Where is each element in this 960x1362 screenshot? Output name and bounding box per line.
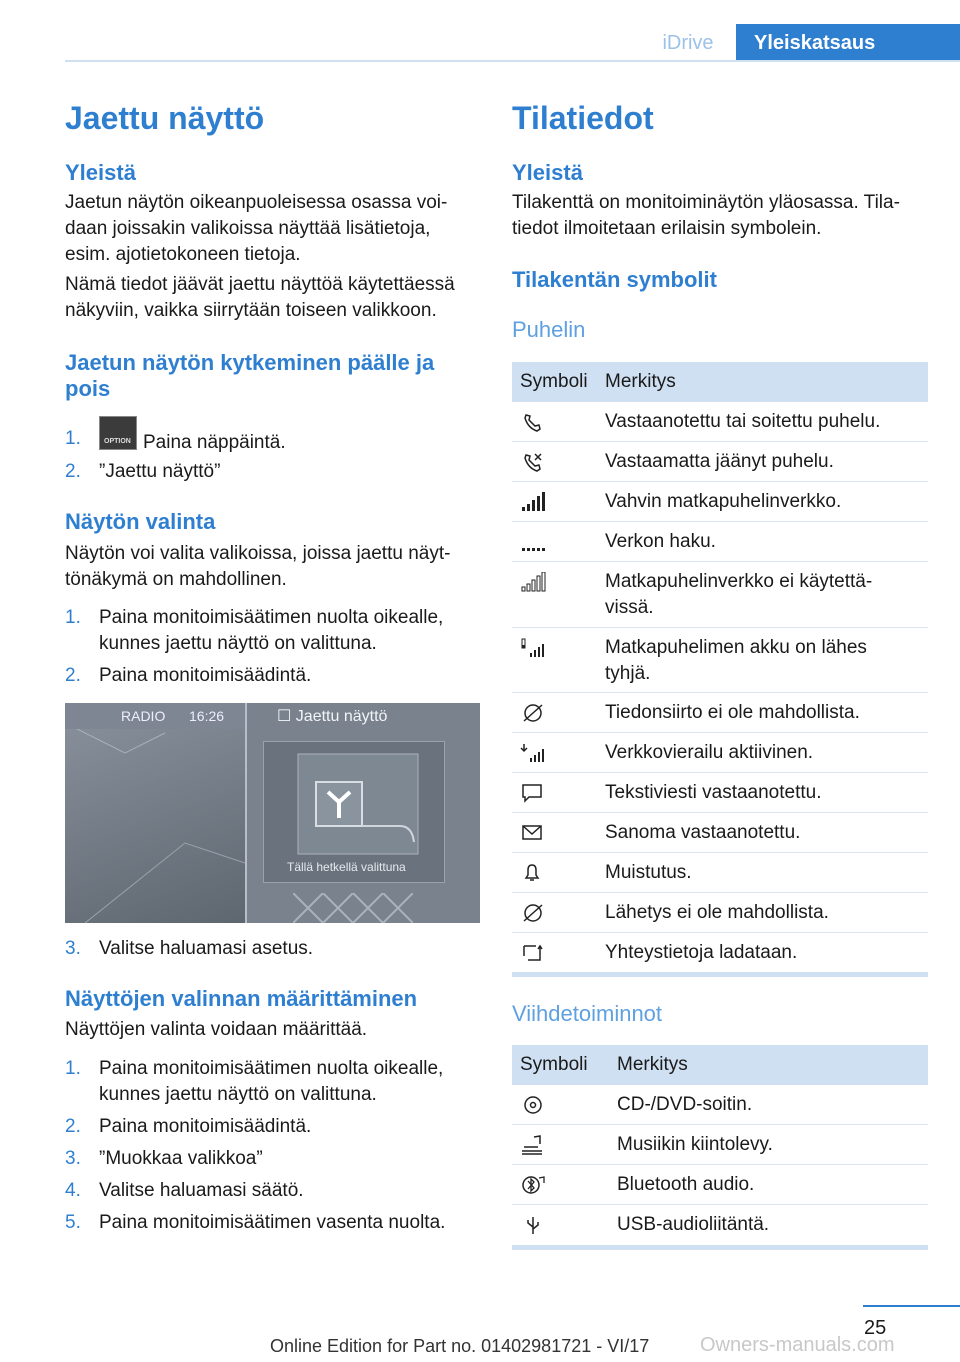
network-search-icon xyxy=(520,532,546,552)
table-row: Matkapuhelinverkko ei käytettä- vissä. xyxy=(512,562,928,628)
table-row: Sanoma vastaanotettu. xyxy=(512,813,928,853)
split-screen-screenshot xyxy=(65,703,480,923)
select-paragraph: Näytön voi valita valikoissa, joissa jaettu näyt- tönäkymä on mahdollinen. xyxy=(65,543,451,590)
table-row: Vastaamatta jäänyt puhelu. xyxy=(512,442,928,482)
table-row: USB-audioliitäntä. xyxy=(512,1205,928,1245)
symbols-heading: Tilakentän symbolit xyxy=(512,267,717,292)
header-section: Yleiskatsaus xyxy=(736,24,960,62)
select-heading: Näytön valinta xyxy=(65,509,216,534)
table-row: Yhteystietoja ladataan. xyxy=(512,933,928,973)
table-row: Tekstiviesti vastaanotettu. xyxy=(512,773,928,813)
roaming-icon xyxy=(520,743,546,763)
contacts-loading-icon xyxy=(520,943,546,963)
table-row: Verkkovierailu aktiivinen. xyxy=(512,733,928,773)
left-general-paragraph-2: Nämä tiedot jäävät jaettu näyttöä käytettäessä näkyviin, vaikka siirrytään toiseen valikkoon. xyxy=(65,274,455,321)
right-general-heading: Yleistä xyxy=(512,160,583,185)
entertainment-table-end-rule xyxy=(512,1245,928,1250)
missed-call-icon xyxy=(520,452,546,472)
watermark: Owners-manuals.com xyxy=(700,1334,895,1356)
signal-unavailable-icon xyxy=(520,572,546,592)
sms-icon xyxy=(520,783,546,803)
send-unavailable-icon xyxy=(520,903,546,923)
page-number: 25 xyxy=(864,1317,887,1339)
table-row: Musiikin kiintolevy. xyxy=(512,1125,928,1165)
entertainment-heading: Viihdetoiminnot xyxy=(512,1001,663,1026)
onoff-heading: Jaetun näytön kytkeminen päälle ja pois xyxy=(65,350,435,401)
phone-table-header: Symboli Merkitys xyxy=(512,362,928,402)
define-paragraph: Näyttöjen valinta voidaan määrittää. xyxy=(65,1019,368,1040)
music-disk-icon xyxy=(520,1135,546,1155)
table-row: CD-/DVD-soitin. xyxy=(512,1085,928,1125)
phone-heading: Puhelin xyxy=(512,317,586,342)
screenshot-radio-label: RADIO xyxy=(121,708,166,724)
table-row: Bluetooth audio. xyxy=(512,1165,928,1205)
header-chapter: iDrive xyxy=(662,32,714,54)
screenshot-split-title: ☐ Jaettu näyttö xyxy=(277,708,388,725)
define-heading: Näyttöjen valinnan määrittäminen xyxy=(65,986,418,1011)
data-unavailable-icon xyxy=(520,703,546,723)
radio-graphic xyxy=(65,703,245,923)
screenshot-caption: Tällä hetkellä valittuna xyxy=(287,860,406,874)
table-row: Tiedonsiirto ei ole mahdollista. xyxy=(512,693,928,733)
header-rule xyxy=(65,60,960,62)
battery-low-icon xyxy=(520,638,546,658)
usb-icon xyxy=(520,1215,546,1235)
screenshot-wheel-graphic xyxy=(293,893,413,923)
left-general-heading: Yleistä xyxy=(65,160,136,185)
footer-edition: Online Edition for Part no. 01402981721 - VI/17 xyxy=(270,1336,650,1356)
screenshot-main-pane xyxy=(65,703,245,923)
bluetooth-audio-icon xyxy=(520,1175,546,1195)
phone-table-end-rule xyxy=(512,972,928,977)
cd-icon xyxy=(520,1095,546,1115)
entertainment-table-header: Symboli Merkitys xyxy=(512,1045,928,1085)
table-row: Verkon haku. xyxy=(512,522,928,562)
table-row: Lähetys ei ole mahdollista. xyxy=(512,893,928,933)
page-number-rule xyxy=(863,1305,960,1307)
right-general-paragraph: Tilakenttä on monitoiminäytön yläosassa. Tila- tiedot ilmoitetaan erilaisin symbolein. xyxy=(512,192,900,239)
bell-icon xyxy=(520,863,546,883)
mail-icon xyxy=(520,823,546,843)
right-title: Tilatiedot xyxy=(512,100,654,136)
left-general-paragraph-1: Jaetun näytön oikeanpuoleisessa osassa voi- daan joissakin valikoissa näyttää lisätietoja, esim. ajotietokoneen tietoja. xyxy=(65,192,448,265)
table-row: Vahvin matkapuhelinverkko. xyxy=(512,482,928,522)
table-row: Vastaanotettu tai soitettu puhelu. xyxy=(512,402,928,442)
screenshot-time: 16:26 xyxy=(189,708,225,724)
phone-call-icon xyxy=(520,412,546,432)
option-button-icon: OPTION xyxy=(99,416,137,450)
signal-full-icon xyxy=(520,492,546,512)
table-row: Muistutus. xyxy=(512,853,928,893)
left-title: Jaettu näyttö xyxy=(65,100,265,136)
table-row: Matkapuhelimen akku on lähes tyhjä. xyxy=(512,628,928,693)
